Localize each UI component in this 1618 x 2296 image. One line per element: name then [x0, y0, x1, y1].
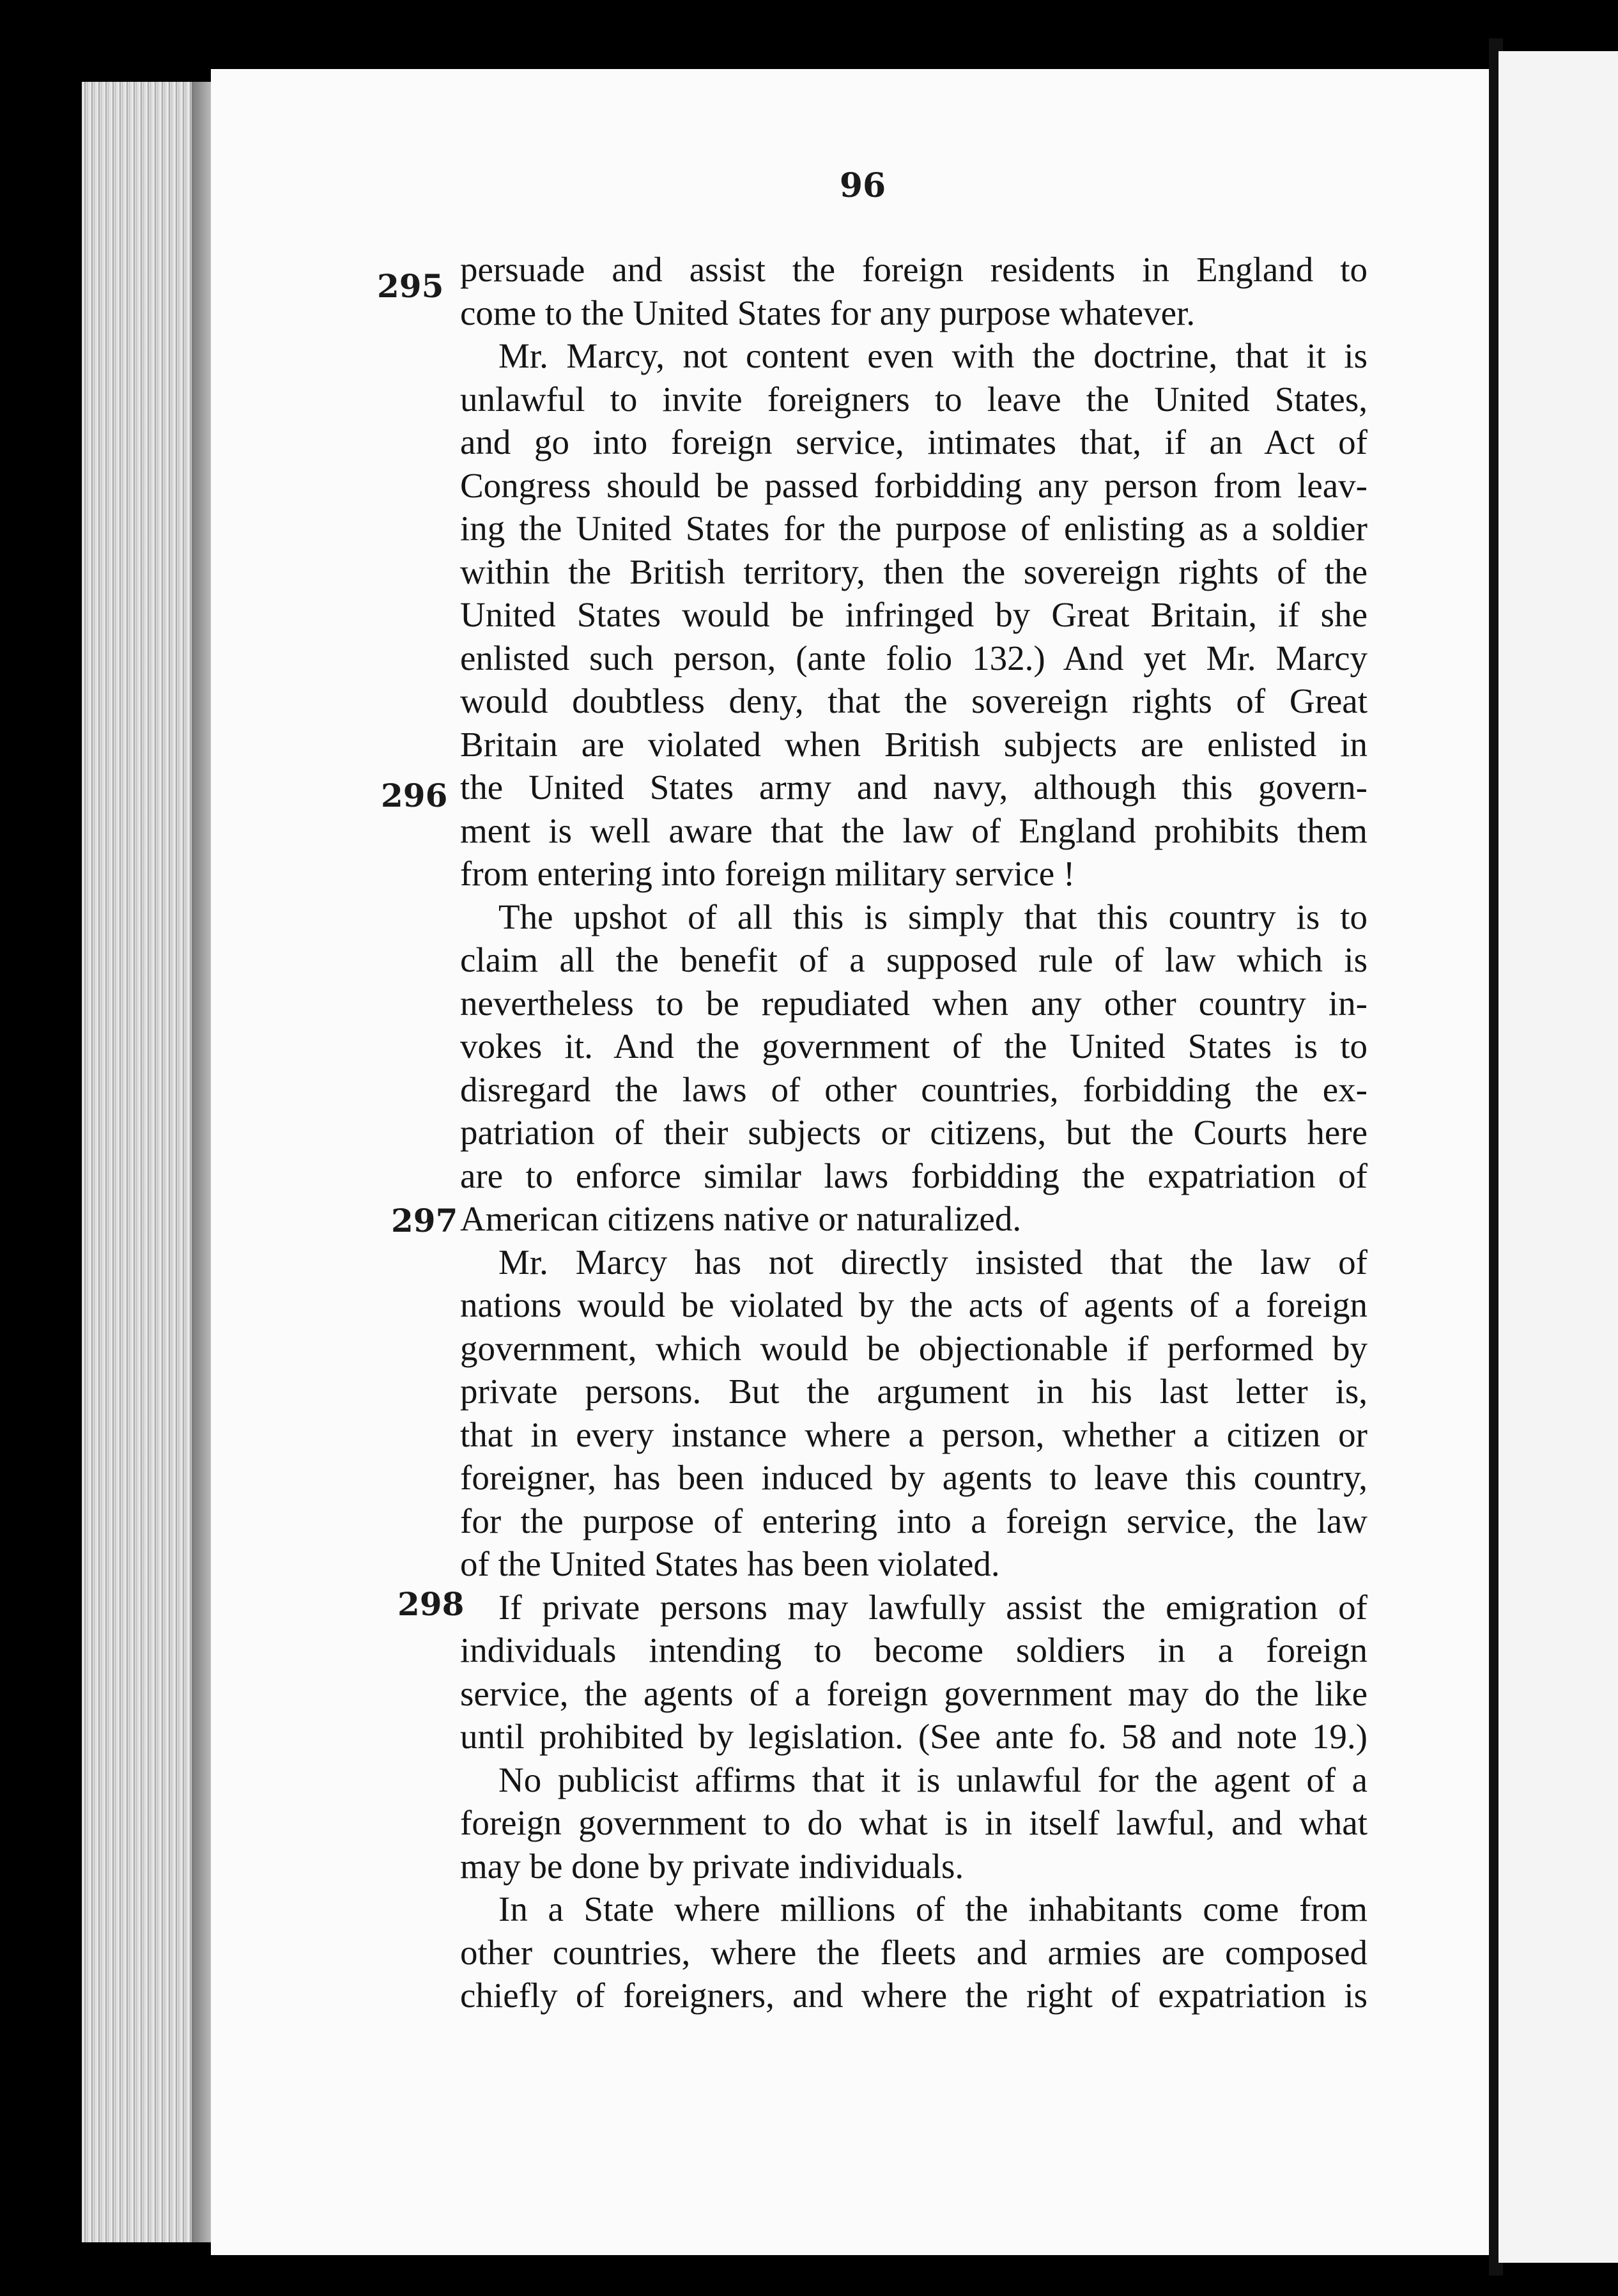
text-line: nations would be violated by the acts of agents of a foreign [460, 1285, 1368, 1324]
text-line: would doubtless deny, that the sovereign rights of Great [460, 681, 1368, 720]
page-number: 96 [839, 166, 886, 205]
text-line: of the United States has been violated. [460, 1544, 1000, 1583]
facing-page-edge [1499, 51, 1618, 2263]
text-line: Mr. Marcy, not content even with the doctrine, that it is [498, 336, 1368, 375]
text-line: foreigner, has been induced by agents to leave this country, [460, 1458, 1368, 1497]
text-line: chiefly of foreigners, and where the right of expatriation is [460, 1976, 1368, 2015]
text-line: may be done by private individuals. [460, 1846, 964, 1886]
text-line: No publicist affirms that it is unlawful for the agent of a [498, 1760, 1368, 1799]
text-line: are to enforce similar laws forbidding the expatriation of [460, 1156, 1368, 1195]
text-line: The upshot of all this is simply that this country is to [498, 897, 1368, 936]
text-line: disregard the laws of other countries, forbidding the ex- [460, 1069, 1368, 1109]
text-line: In a State where millions of the inhabitants come from [498, 1889, 1368, 1928]
text-line: private persons. But the argument in his last letter is, [460, 1372, 1368, 1411]
margin-folio-297: 297 [391, 1202, 458, 1239]
text-line: government, which would be objectionable if performed by [460, 1328, 1368, 1368]
text-line: ment is well aware that the law of England prohibits them [460, 811, 1368, 850]
text-line: that in every instance where a person, whether a citizen or [460, 1415, 1368, 1454]
text-line: nevertheless to be repudiated when any other country in- [460, 983, 1368, 1023]
text-line: other countries, where the fleets and armies are composed [460, 1932, 1368, 1972]
text-line: service, the agents of a foreign government may do the like [460, 1673, 1368, 1713]
text-line: foreign government to do what is in itself lawful, and what [460, 1803, 1368, 1842]
text-line: for the purpose of entering into a foreign service, the law [460, 1501, 1368, 1540]
text-line: American citizens native or naturalized. [460, 1199, 1022, 1238]
body-text [460, 248, 1368, 2017]
book-page-edges [82, 82, 210, 2242]
text-line: within the British territory, then the sovereign rights of the [460, 552, 1368, 591]
margin-folio-296: 296 [381, 777, 448, 814]
text-line: patriation of their subjects or citizens, but the Courts here [460, 1113, 1368, 1152]
text-line: unlawful to invite foreigners to leave the United States, [460, 379, 1368, 419]
text-line: Mr. Marcy has not directly insisted that the law of [498, 1242, 1368, 1282]
text-line: ing the United States for the purpose of enlisting as a soldier [460, 509, 1368, 548]
text-line: Britain are violated when British subjects are enlisted in [460, 724, 1368, 764]
margin-folio-298: 298 [397, 1585, 465, 1623]
text-line: from entering into foreign military service ! [460, 854, 1075, 893]
text-line: persuade and assist the foreign residents in England to [460, 250, 1368, 289]
text-line: until prohibited by legislation. (See ante fo. 58 and note 19.) [460, 1717, 1368, 1756]
text-line: individuals intending to become soldiers in a foreign [460, 1631, 1368, 1670]
text-line: come to the United States for any purpose whatever. [460, 293, 1196, 332]
text-line: If private persons may lawfully assist the emigration of [498, 1587, 1368, 1627]
text-line: United States would be infringed by Great Britain, if she [460, 595, 1368, 634]
margin-folio-295: 295 [377, 267, 444, 305]
text-line: vokes it. And the government of the United States is to [460, 1027, 1368, 1066]
text-line: the United States army and navy, although this govern- [460, 768, 1368, 807]
text-line: enlisted such person, (ante folio 132.) And yet Mr. Marcy [460, 638, 1368, 678]
text-line: claim all the benefit of a supposed rule of law which is [460, 940, 1368, 979]
text-line: Congress should be passed forbidding any person from leav- [460, 465, 1368, 505]
text-line: and go into foreign service, intimates that, if an Act of [460, 423, 1368, 462]
